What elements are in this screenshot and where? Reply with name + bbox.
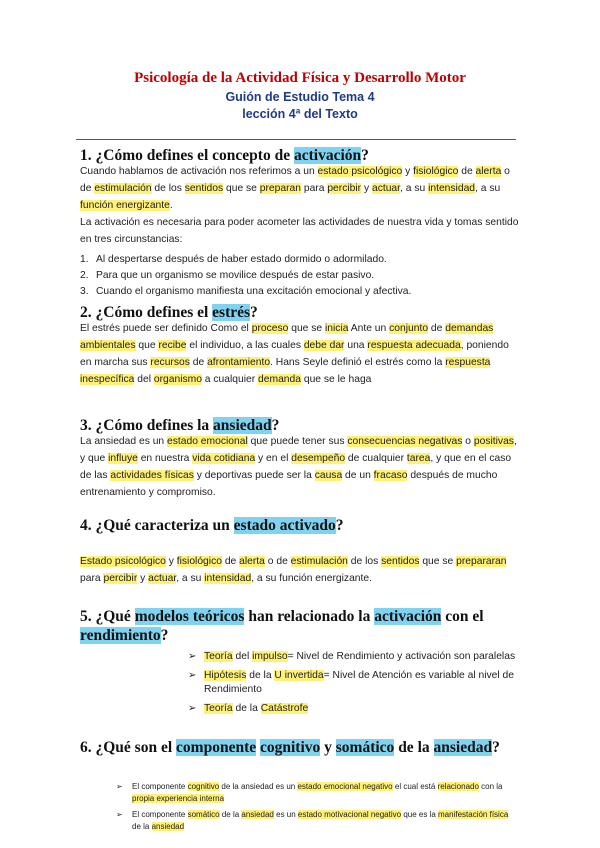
q6-list — [116, 781, 516, 833]
q1-paragraph-2: La activación es necesaria para poder acometer las actividades de nuestra vida y tomas sentido en tres circunstancias: — [80, 217, 519, 245]
q6-heading: 6. ¿Qué son el componente cognitivo y somático de la ansiedad? — [80, 739, 500, 756]
q2-heading: 2. ¿Cómo defines el estrés? — [80, 304, 258, 321]
list-item: 1. Al despertarse después de haber estado dormido o adormilado. — [80, 254, 387, 265]
arrow-bullet-icon: ➢ — [116, 810, 123, 819]
list-item: ➢ Teoría del impulso= Nivel de Rendimiento y activación son paralelas — [188, 651, 516, 662]
arrow-bullet-icon: ➢ — [188, 703, 197, 714]
divider — [76, 139, 516, 140]
list-item: ➢ Teoría de la Catástrofe — [188, 703, 309, 714]
list-item: 2. Para que un organismo se movilice después de estar pasivo. — [80, 270, 375, 281]
q4-paragraph: Estado psicológico y fisiológico de alerta o de estimulación de los sentidos que se prepararan para percibir y actuar, a su intensidad, a su función energizante. — [80, 556, 507, 584]
document-title: Psicología de la Actividad Física y Desarrollo Motor — [134, 70, 466, 86]
list-item: 3. Cuando el organismo manifiesta una excitación emocional y afectiva. — [80, 286, 412, 297]
document-subtitle: Guión de Estudio Tema 4 — [225, 90, 375, 104]
q4-heading: 4. ¿Qué caracteriza un estado activado? — [80, 517, 344, 534]
lesson-line: lección 4ª del Texto — [242, 107, 358, 121]
arrow-bullet-icon: ➢ — [188, 670, 197, 681]
q3-paragraph: La ansiedad es un estado emocional que puede tener sus consecuencias negativas o positivas, y que influye en nuestra vida cotidiana y en el desempeño de cualquier tarea, y que en el caso de las actividades físicas y deportivas puede ser la causa de un fracaso después de mucho entrenamiento y compromiso. — [80, 436, 517, 498]
list-item: ➢ El componente cognitivo de la ansiedad es un estado emocional negativo el cual está relacionado con la propia experiencia interna — [116, 782, 503, 803]
q1-heading: 1. ¿Cómo defines el concepto de activación? — [80, 147, 369, 164]
q3-heading: 3. ¿Cómo defines la ansiedad? — [80, 417, 280, 434]
q2-paragraph: El estrés puede ser definido Como el proceso que se inicia Ante un conjunto de demandas ambientales que recibe el individuo, a las cuales debe dar una respuesta adecuada, poniendo en marcha sus recursos de afrontamiento. Hans Seyle definió el estrés como la respuesta inespecífica del organismo a cualquier demanda que se le haga — [80, 323, 509, 385]
list-item: ➢ El componente somático de la ansiedad es un estado motivacional negativo que es la manifestación física de la ansiedad — [116, 810, 509, 831]
q5-list — [188, 650, 518, 716]
q1-paragraph: Cuando hablamos de activación nos referimos a un estado psicológico y fisiológico de alerta o de estimulación de los sentidos que se preparan para percibir y actuar, a su intensidad, a su función energizante. — [80, 166, 510, 211]
arrow-bullet-icon: ➢ — [188, 651, 197, 662]
q1-list — [80, 252, 520, 300]
q5-heading: 5. ¿Qué modelos teóricos han relacionado la activación con el rendimiento? — [80, 608, 484, 644]
arrow-bullet-icon: ➢ — [116, 782, 123, 791]
list-item: ➢ Hipótesis de la U invertida= Nivel de Atención es variable al nivel de Rendimiento — [188, 670, 514, 695]
